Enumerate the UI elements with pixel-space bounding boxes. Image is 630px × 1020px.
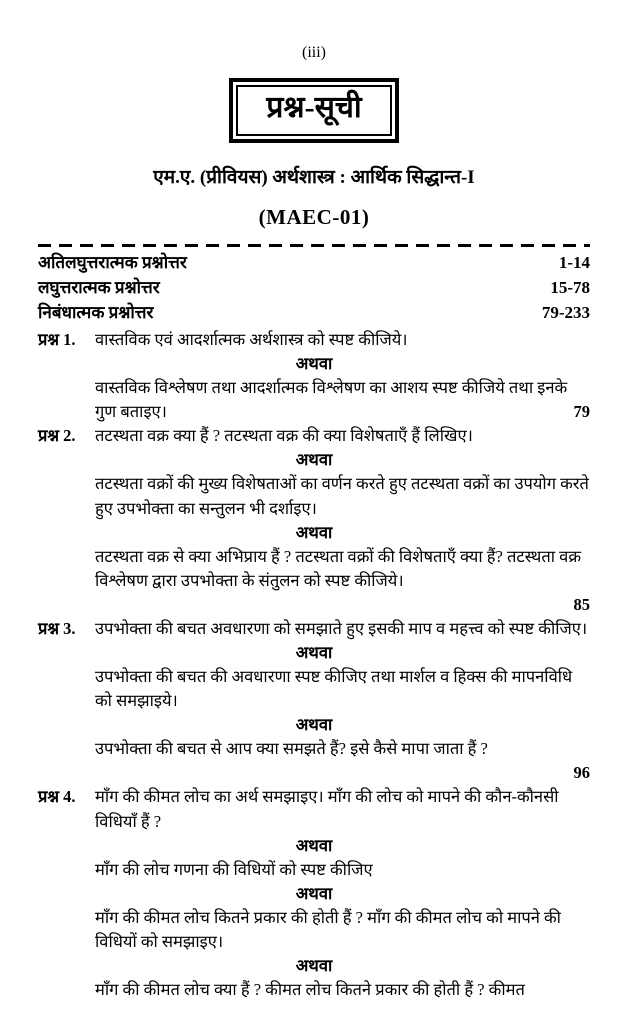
or-separator: अथवा bbox=[295, 522, 333, 542]
dashed-divider bbox=[38, 244, 590, 247]
course-title: एम.ए. (प्रीवियस) अर्थशास्त्र : आर्थिक सिद्धान्त-I bbox=[153, 167, 475, 188]
question-text: माँग की कीमत लोच का अर्थ समझाइए। माँग की लोच को मापने की कौन-कौनसी विधियाँ हैं ? bbox=[95, 787, 559, 831]
page-title: प्रश्न-सूची bbox=[266, 91, 362, 124]
title-box-inner bbox=[236, 85, 391, 136]
question-label: प्रश्न 2. bbox=[38, 426, 76, 446]
answer-page-number: 79 bbox=[573, 402, 590, 422]
or-separator: अथवा bbox=[295, 715, 333, 735]
question-label: प्रश्न 3. bbox=[38, 618, 76, 638]
question-alt-text: तटस्थता वक्रों की मुख्य विशेषताओं का वर्णन करते हुए तटस्थता वक्रों का उपयोग करते हुए उपभोक्ता का सन्तुलन भी दर्शाइए। bbox=[95, 474, 589, 518]
question-text: वास्तविक एवं आदर्शात्मक अर्थशास्त्र को स्पष्ट कीजिये। bbox=[95, 329, 408, 349]
question-label: प्रश्न 1. bbox=[38, 329, 76, 349]
question-alt-text bbox=[95, 376, 590, 424]
question-item-3 bbox=[38, 617, 590, 786]
question-item-4 bbox=[38, 785, 590, 1002]
or-separator: अथवा bbox=[295, 450, 333, 470]
answer-page-number: 96 bbox=[573, 763, 590, 783]
question-alt-text: उपभोक्ता की बचत की अवधारणा स्पष्ट कीजिए तथा मार्शल व हिक्स की मापनविधि को समझाइये। bbox=[95, 667, 573, 711]
question-alt-text: माँग की कीमत लोच क्या हैं ? कीमत लोच कितने प्रकार की होती हैं ? कीमत bbox=[95, 980, 525, 1000]
toc-row bbox=[38, 276, 590, 301]
toc-section-label: निबंधात्मक प्रश्नोत्तर bbox=[38, 302, 154, 322]
question-item-2 bbox=[38, 424, 590, 617]
or-separator: अथवा bbox=[295, 955, 333, 975]
question-list bbox=[38, 328, 590, 1002]
question-label: प्रश्न 4. bbox=[38, 787, 76, 807]
folio-page-number: (iii) bbox=[302, 44, 326, 61]
toc-section-label: अतिलघुत्तरात्मक प्रश्नोत्तर bbox=[38, 253, 187, 272]
toc-row bbox=[38, 301, 590, 326]
toc-row bbox=[38, 251, 590, 276]
question-alt-text-content: वास्तविक विश्लेषण तथा आदर्शात्मक विश्लेषण का आशय स्पष्ट कीजिये तथा इनके गुण बताइए। bbox=[95, 378, 568, 422]
question-text: तटस्थता वक्र क्या हैं ? तटस्थता वक्र की क्या विशेषताएँ हैं लिखिए। bbox=[95, 426, 473, 446]
or-separator: अथवा bbox=[295, 354, 333, 374]
answer-page-number: 85 bbox=[573, 594, 590, 614]
question-alt-text: माँग की लोच गणना की विधियों को स्पष्ट कीजिए bbox=[95, 859, 373, 879]
question-alt-text: तटस्थता वक्र से क्या अभिप्राय हैं ? तटस्थता वक्रों की विशेषताएँ क्या हैं? तटस्थता वक्र विश्लेषण द्वारा उपभोक्ता के संतुलन को स्पष्ट कीजिये। bbox=[95, 546, 581, 590]
table-of-contents bbox=[38, 251, 590, 326]
question-alt-text: माँग की कीमत लोच कितने प्रकार की होती हैं ? माँग की कीमत लोच को मापने की विधियों को समझाइए। bbox=[95, 907, 561, 951]
question-item-1 bbox=[38, 328, 590, 424]
or-separator: अथवा bbox=[295, 835, 333, 855]
toc-section-label: लघुत्तरात्मक प्रश्नोत्तर bbox=[38, 277, 160, 297]
or-separator: अथवा bbox=[295, 883, 333, 903]
course-code: (MAEC-01) bbox=[258, 205, 370, 229]
question-alt-text: उपभोक्ता की बचत से आप क्या समझते हैं? इसे कैसे मापा जाता हैं ? bbox=[95, 739, 488, 759]
or-separator: अथवा bbox=[295, 642, 333, 662]
toc-page-range: 15-78 bbox=[550, 277, 590, 297]
toc-page-range: 1-14 bbox=[558, 253, 590, 272]
title-box bbox=[229, 78, 398, 143]
toc-page-range: 79-233 bbox=[541, 302, 590, 322]
question-text: उपभोक्ता की बचत अवधारणा को समझाते हुए इसकी माप व महत्त्व को स्पष्ट कीजिए। bbox=[95, 618, 588, 638]
